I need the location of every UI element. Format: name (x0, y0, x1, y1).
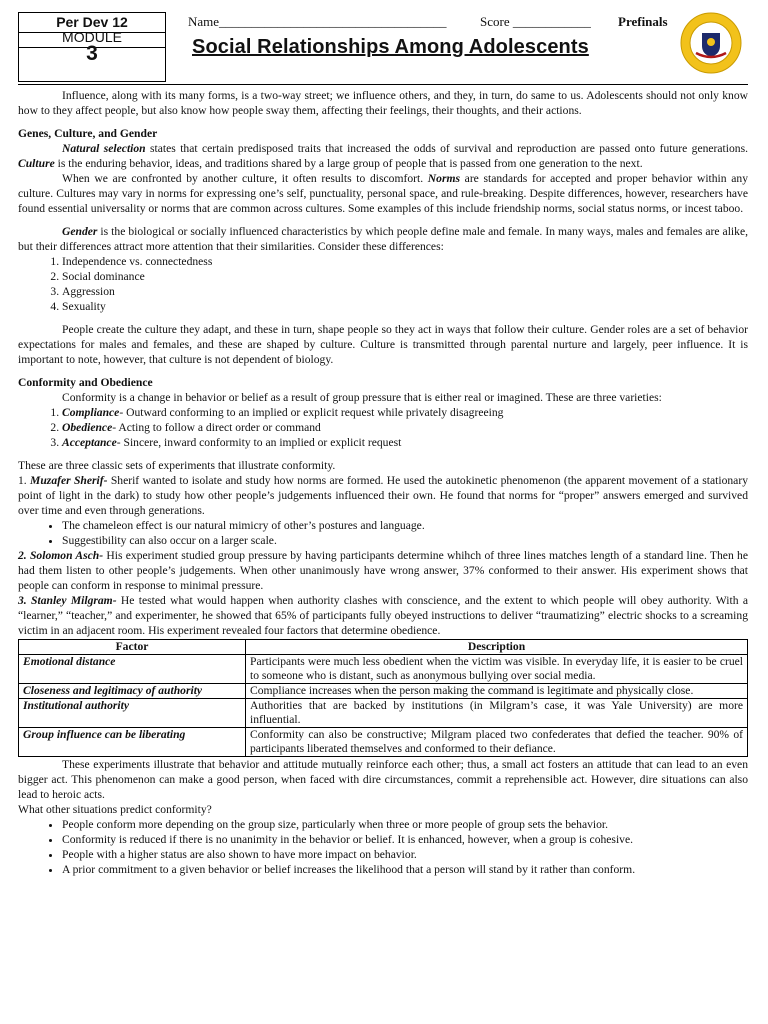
header-rule (18, 84, 748, 85)
column-header-factor: Factor (19, 640, 246, 655)
list-item (62, 405, 748, 420)
conformity-paragraph: Conformity is a change in behavior or belief as a result of group pressure that is either real or imagined. These are three varieties: (62, 391, 662, 404)
conformity-predictors-list (18, 817, 748, 877)
description-cell: Conformity can also be constructive; Milgram placed two confederates that defied the teacher. 90% of participants liberated themselves and conformed to their defiance. (246, 728, 748, 757)
school-seal-icon (680, 12, 742, 74)
asch-paragraph (18, 548, 748, 593)
section-heading-conformity: Conformity and Obedience (18, 376, 153, 389)
list-item: 1. Independence vs. connectedness (62, 254, 748, 269)
description-cell: Compliance increases when the person making the command is legitimate and physically close. (246, 684, 748, 699)
paragraph-text: He tested what would happen when authority clashes with conscience, and the extent to which people will obey authority. With a “learner,” “teacher,” and experimenter, he showed that 65% of participants fully obeyed instructions to deliver “traumatizing” electric shocks to a screaming victim in an adjacent room. His experiment revealed four factors that determine obedience. (18, 594, 748, 637)
experiments-intro: These are three classic sets of experiments that illustrate conformity. (18, 459, 336, 472)
milgram-paragraph (18, 593, 748, 638)
after-table-paragraph: These experiments illustrate that behavior and attitude mutually reinforce each other; thus, a small act fosters an attitude that can lead to an even bigger act. This phenomenon can make a good person, when faced with dire circumstances, commit a reprehensible act. However, dire situations can also lead to heroic acts. (18, 758, 748, 801)
list-item: • Conformity is reduced if there is no unanimity in the behavior or belief. It is enhanced, however, when a group is cohesive. (62, 832, 748, 847)
table-row (19, 699, 748, 728)
list-item-text: - Sincere, inward conformity to an implied or explicit request (116, 436, 402, 449)
score-field[interactable]: Score ____________ (480, 14, 591, 29)
list-item (62, 420, 748, 435)
list-item: • People with a higher status are also shown to have more impact on behavior. (62, 847, 748, 862)
term-obedience: Obedience (62, 421, 113, 434)
table-row (19, 728, 748, 757)
conformity-varieties-list (18, 405, 748, 450)
name-milgram: 3. Stanley Milgram- (18, 594, 117, 607)
natural-selection-paragraph (18, 141, 748, 171)
term-gender: Gender (62, 225, 98, 238)
term-compliance: Compliance (62, 406, 120, 419)
list-item: 4. Sexuality (62, 299, 748, 314)
module-label: MODULE (62, 29, 122, 45)
list-item: • A prior commitment to a given behavior or belief increases the likelihood that a person will stand by it rather than conform. (62, 862, 748, 877)
culture-paragraph: People create the culture they adapt, and these in turn, shape people so they act in ways that follow their culture. Gender roles are a set of behavior expectations for males and females, and these are shaped by culture. Culture is transmitted through parental nurture and largely, peer influence. It is important to note, however, that culture is not dependent of biology. (18, 323, 748, 366)
factor-cell: Emotional distance (19, 655, 246, 684)
paragraph-text: Sherif wanted to isolate and study how norms are formed. He used the autokinetic phenomenon (the apparent movement of a stationary point of light in the dark) to study how other people’s judgements influenced their own. He found that norms for “proper” answers emerged and survived over time and even through generations. (18, 474, 748, 517)
description-cell: Participants were much less obedient when the victim was visible. In everyday life, it is easier to be cruel to someone who is distant, such as anonymous bullying over social media. (246, 655, 748, 684)
paragraph-text: are standards for accepted and proper behavior within any culture. Cultures may vary in norms for expressing one’s self, punctuality, personal space, and rule-breaking. Despite differences, however, researchers have found essential universality or norms that are common across cultures. Some examples of this include friendship norms, social status norms, or incest taboo. (18, 172, 748, 215)
name-field[interactable]: Name___________________________________ (188, 14, 447, 29)
factor-cell: Institutional authority (19, 699, 246, 728)
term-natural-selection: Natural selection (62, 142, 146, 155)
paragraph-text: states that certain predisposed traits that increased the odds of survival and reproduction are passed onto future generations. (145, 142, 749, 155)
module-number: 3 (86, 42, 98, 65)
factor-cell: Closeness and legitimacy of authority (19, 684, 246, 699)
exam-label: Prefinals (618, 14, 668, 29)
paragraph-text: His experiment studied group pressure by having participants determine whihch of three lines matches length of a standard line. Then he had them listen to other people’s judgements. When other unanimously have wrong answer, 37% conformed to their answer. His experiment shows that people can conform in response to minimal pressure. (18, 549, 748, 592)
gender-paragraph (18, 224, 748, 254)
description-cell: Authorities that are backed by institutions (in Milgram’s case, it was Yale University) are more influential. (246, 699, 748, 728)
term-culture: Culture (18, 157, 55, 170)
section-heading-genes: Genes, Culture, and Gender (18, 127, 158, 140)
module-badge (18, 12, 166, 82)
paragraph-text: When we are confronted by another culture, it often results to discomfort. (62, 172, 428, 185)
factor-cell: Group influence can be liberating (19, 728, 246, 757)
list-item (62, 435, 748, 450)
module-content (18, 88, 748, 877)
list-item: 3. Aggression (62, 284, 748, 299)
column-header-description: Description (246, 640, 748, 655)
table-row (19, 655, 748, 684)
list-item-text: - Acting to follow a direct order or command (112, 421, 321, 434)
page-title: Social Relationships Among Adolescents (192, 36, 589, 58)
norms-paragraph (18, 171, 748, 216)
list-item: • People conform more depending on the group size, particularly when three or more people of group sets the behavior. (62, 817, 748, 832)
sherif-bullets (18, 518, 748, 548)
term-norms: Norms (427, 172, 460, 185)
predictors-question: What other situations predict conformity? (18, 803, 212, 816)
obedience-factors-table (18, 639, 748, 757)
name-sherif: Muzafer Sherif- (30, 474, 108, 487)
list-item: • The chameleon effect is our natural mimicry of other’s postures and language. (62, 518, 748, 533)
page-header (0, 0, 768, 86)
list-item-text: - Outward conforming to an implied or explicit request while privately disagreeing (119, 406, 504, 419)
name-asch: 2. Solomon Asch- (18, 549, 104, 562)
paragraph-text: is the biological or socially influenced characteristics by which people define male and female. In many ways, males and females are alike, but their differences attract more attention that their similarities. Consider these differences: (18, 225, 748, 253)
list-item: 2. Social dominance (62, 269, 748, 284)
course-code: Per Dev 12 (56, 14, 128, 30)
table-header-row (19, 640, 748, 655)
list-item: • Suggestibility can also occur on a larger scale. (62, 533, 748, 548)
paragraph-text: is the enduring behavior, ideas, and traditions shared by a large group of people that is passed from one generation to the next. (54, 157, 643, 170)
intro-paragraph: Influence, along with its many forms, is a two-way street; we influence others, and they, in turn, do same to us. Adolescents should not only know how to they affect people, but also know how people sway them, affecting their feelings, their thoughts, and their actions. (18, 89, 748, 117)
term-acceptance: Acceptance (62, 436, 117, 449)
table-row (19, 684, 748, 699)
list-number: 1. (18, 474, 31, 487)
sherif-paragraph (18, 473, 748, 518)
gender-differences-list (18, 254, 748, 314)
